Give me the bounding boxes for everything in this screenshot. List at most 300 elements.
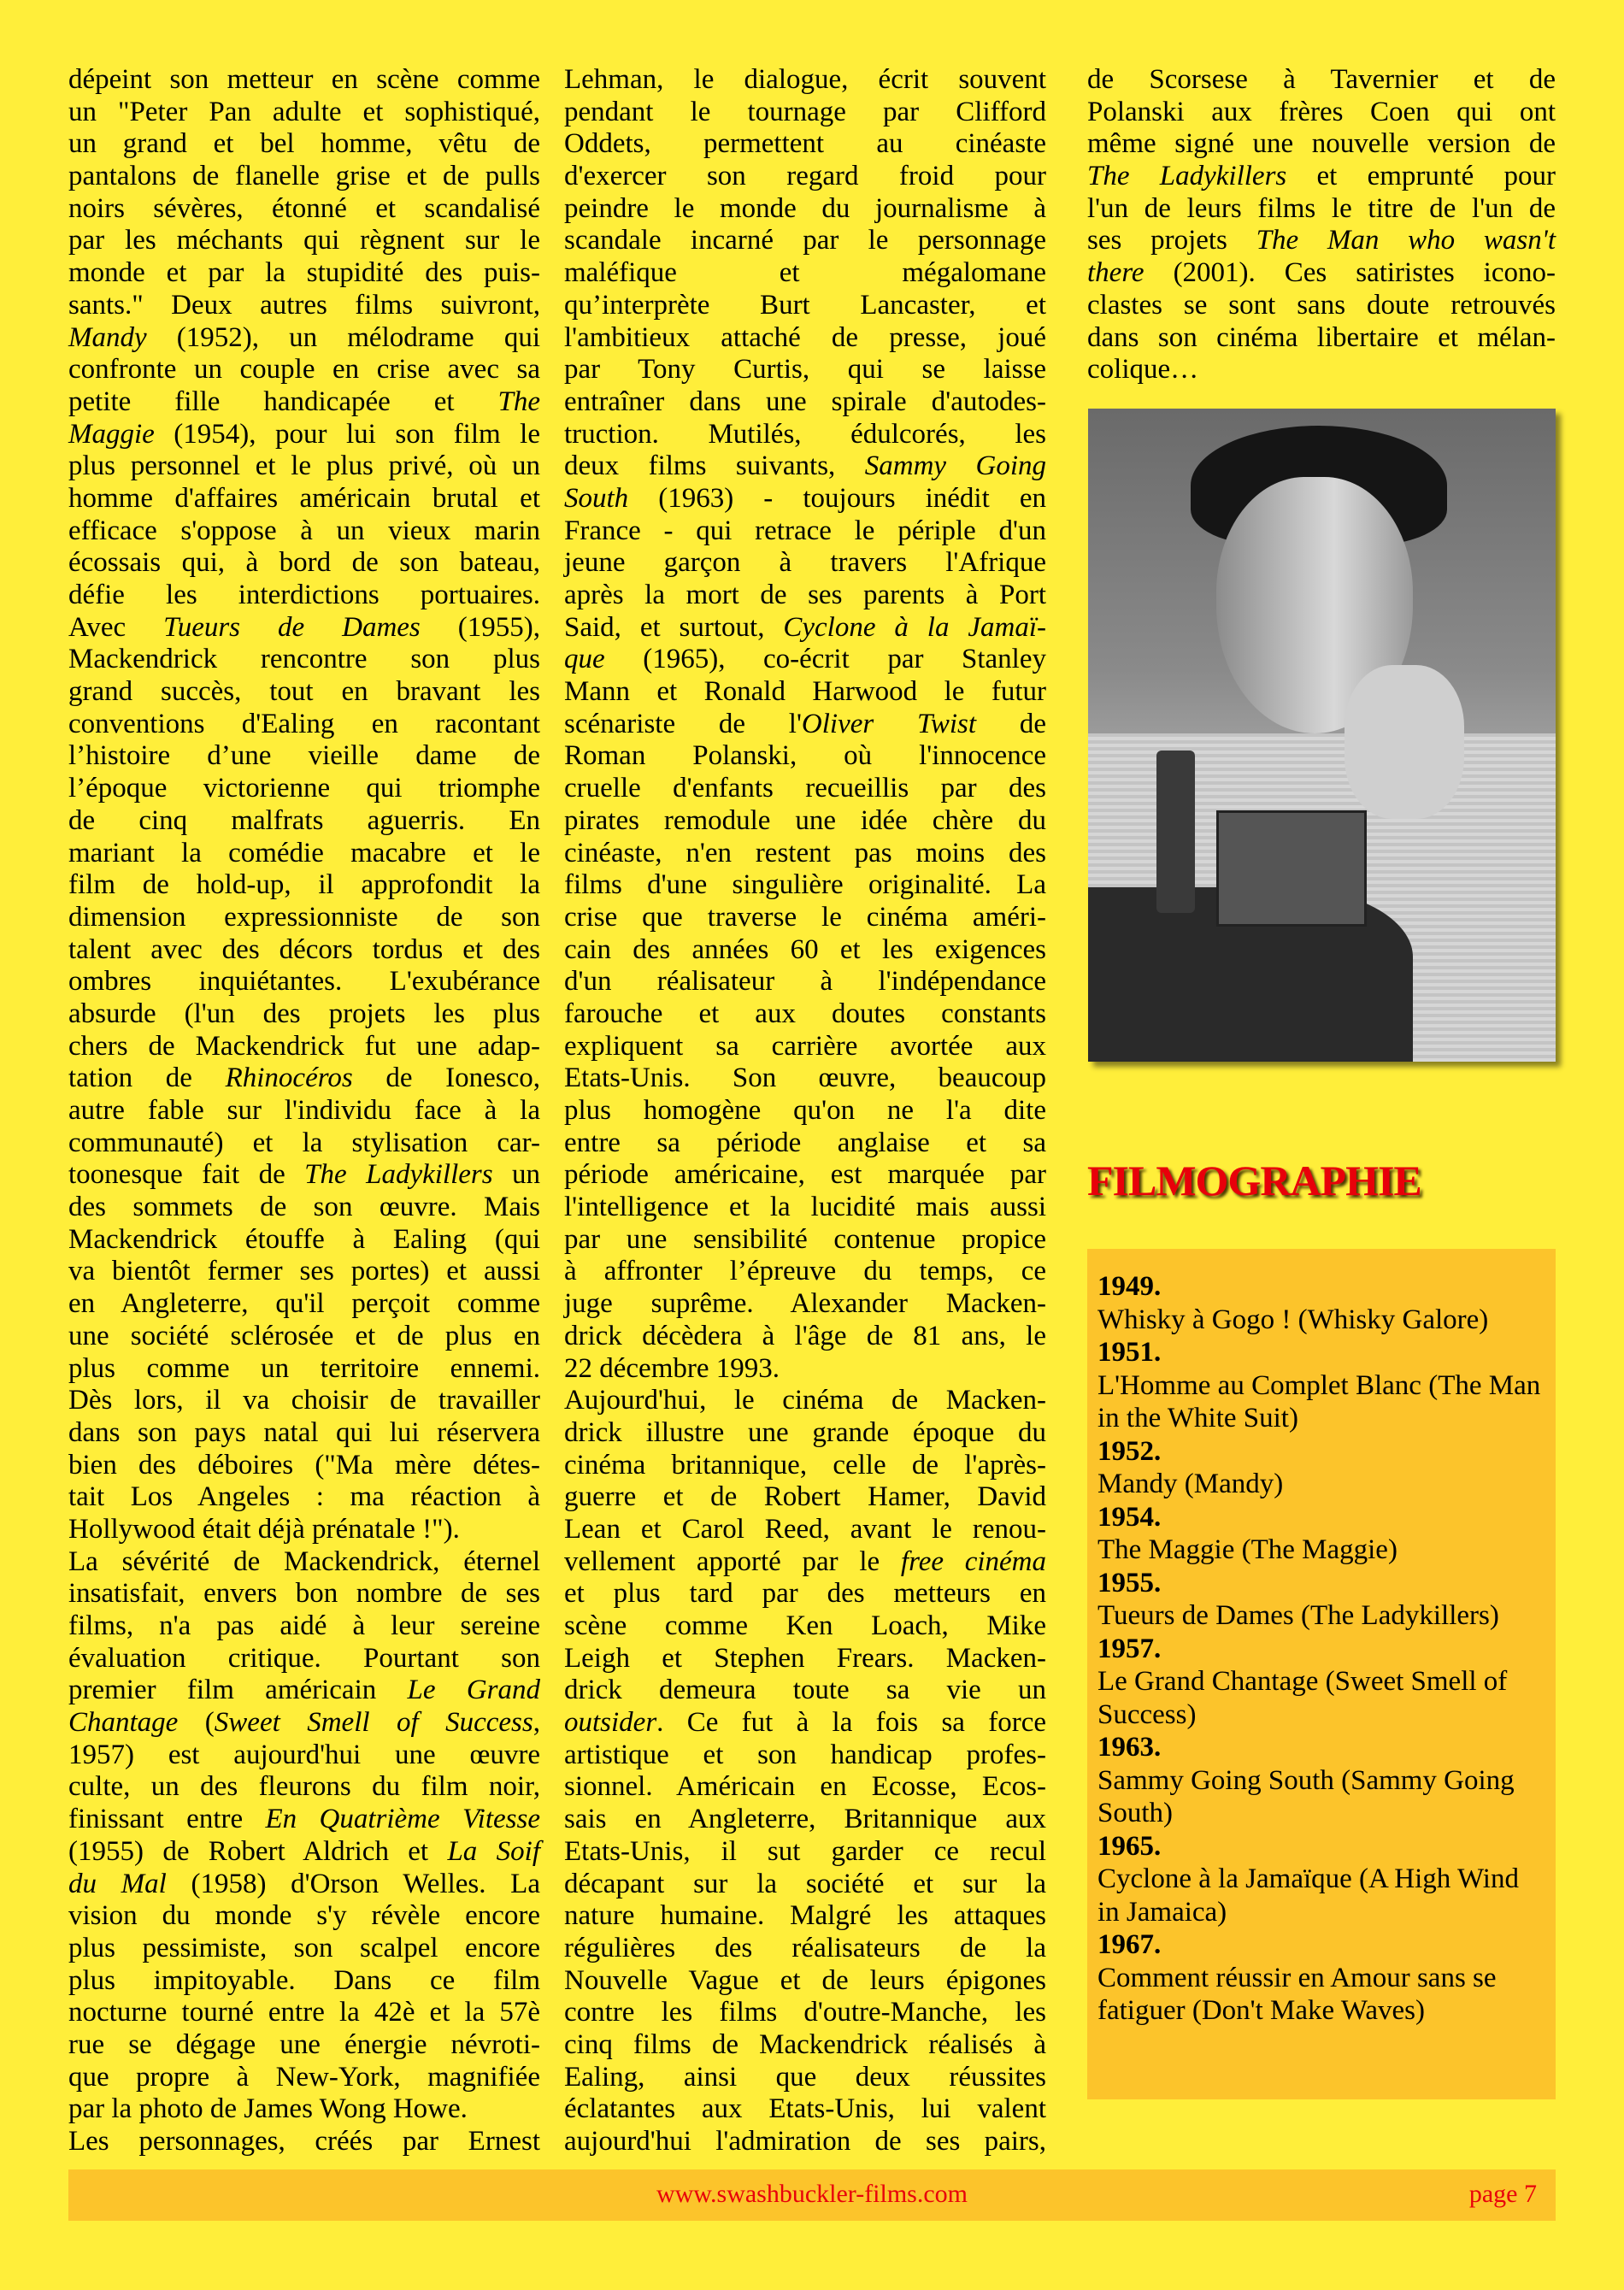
text-line bbox=[564, 1288, 1046, 1321]
text-line bbox=[564, 1321, 1046, 1353]
text-line bbox=[564, 1578, 1046, 1610]
text-line bbox=[68, 869, 540, 902]
text-run: aujourd'hui l'admiration de ses pairs, bbox=[564, 2126, 1046, 2157]
text-line bbox=[564, 1063, 1046, 1095]
filmography-year: 1965. bbox=[1097, 1830, 1162, 1862]
text-line bbox=[564, 386, 1046, 419]
text-line bbox=[68, 1450, 540, 1482]
text-line bbox=[564, 1643, 1046, 1675]
text-run: de bbox=[976, 708, 1046, 739]
filmography-year: 1954. bbox=[1097, 1501, 1162, 1533]
text-line bbox=[564, 1031, 1046, 1063]
text-run: Roman Polanski, où l'innocence bbox=[564, 740, 1046, 772]
text-line bbox=[68, 1836, 540, 1869]
paragraph bbox=[564, 64, 1046, 1385]
text-line bbox=[68, 1256, 540, 1288]
text-run: après la mort de ses parents à Port bbox=[564, 580, 1046, 610]
filmography-title: Cyclone à la Jamaïque (A High Wind in Jamaica) bbox=[1097, 1863, 1519, 1928]
text-run: (1963) - toujours inédit en bbox=[628, 482, 1046, 514]
text-line bbox=[564, 902, 1046, 934]
italic-title: La Soif bbox=[447, 1835, 540, 1867]
text-line bbox=[564, 1127, 1046, 1160]
text-line bbox=[564, 612, 1046, 645]
text-run: l'intelligence et la lucidité mais aussi bbox=[564, 1192, 1046, 1223]
text-line bbox=[564, 1450, 1046, 1482]
text-line bbox=[564, 1514, 1046, 1546]
text-line bbox=[68, 1707, 540, 1740]
text-run: bien des déboires ("Ma mère détes- bbox=[68, 1449, 540, 1481]
text-run: culte, un des fleurons du film noir, bbox=[68, 1771, 540, 1803]
italic-title: En Quatrième Vitesse bbox=[265, 1804, 540, 1835]
text-run: Mann et Ronald Harwood le futur bbox=[564, 676, 1046, 708]
text-run: ( bbox=[178, 1707, 215, 1739]
text-run: jeune garçon à travers l'Afrique bbox=[564, 547, 1046, 579]
paragraph bbox=[68, 2126, 540, 2158]
filmography-entry bbox=[1097, 1501, 1547, 1567]
text-run: contre les films d'outre-Manche, les bbox=[564, 1997, 1046, 2028]
text-run: décapant sur la société et sur la bbox=[564, 1868, 1046, 1899]
italic-title: The bbox=[497, 386, 540, 417]
text-run: grand succès, tout en bravant les bbox=[68, 676, 540, 708]
text-line bbox=[68, 2126, 540, 2158]
text-line bbox=[68, 1192, 540, 1224]
text-run: drick illustre une grande époque du bbox=[564, 1416, 1046, 1448]
text-line bbox=[564, 225, 1046, 257]
filmography-entry bbox=[1097, 1830, 1547, 1929]
italic-title: du Mal bbox=[68, 1868, 167, 1899]
text-run: Ealing, ainsi que deux réussites bbox=[564, 2061, 1046, 2093]
text-run: va bientôt fermer ses portes) et aussi bbox=[68, 1256, 540, 1287]
text-line bbox=[68, 97, 540, 129]
text-run: qu’interprète Burt Lancaster, et bbox=[564, 289, 1046, 321]
text-line bbox=[564, 1385, 1046, 1417]
text-line bbox=[68, 225, 540, 257]
text-line bbox=[564, 740, 1046, 773]
text-line bbox=[68, 934, 540, 967]
text-line bbox=[1087, 322, 1556, 355]
text-run: cinéma britannique, celle de l'après- bbox=[564, 1449, 1046, 1481]
article-column-1 bbox=[68, 64, 540, 2158]
paragraph bbox=[1087, 64, 1556, 386]
text-run: Hollywood était déjà prénatale !"). bbox=[68, 1513, 460, 1545]
italic-title: The Ladykillers bbox=[1087, 161, 1287, 192]
text-run: d'exercer son regard froid pour bbox=[564, 161, 1046, 192]
text-line bbox=[68, 1997, 540, 2029]
text-line bbox=[564, 998, 1046, 1031]
filmography-entry bbox=[1097, 1270, 1547, 1336]
filmography-year: 1955. bbox=[1097, 1567, 1162, 1598]
paragraph bbox=[68, 64, 540, 1546]
text-run: cinéaste, n'en restent pas moins des bbox=[564, 837, 1046, 868]
text-line bbox=[564, 1417, 1046, 1450]
text-run: plus comme un territoire ennemi. bbox=[68, 1352, 540, 1384]
text-run: chers de Mackendrick fut une adap- bbox=[68, 1030, 540, 1062]
text-run: drick demeura toute sa vie un bbox=[564, 1675, 1046, 1706]
text-line bbox=[68, 64, 540, 97]
text-line bbox=[564, 869, 1046, 902]
text-run: films d'une singulière originalité. La bbox=[564, 869, 1046, 901]
text-line bbox=[564, 1804, 1046, 1836]
text-line bbox=[68, 1771, 540, 1804]
text-line bbox=[68, 966, 540, 998]
text-run: nocturne tourné entre la 42è et la 57è bbox=[68, 1997, 540, 2028]
text-line bbox=[564, 1546, 1046, 1579]
text-line bbox=[1087, 257, 1556, 290]
text-run: scénariste de l' bbox=[564, 708, 802, 739]
text-line bbox=[564, 773, 1046, 805]
text-line bbox=[564, 450, 1046, 483]
text-run: de cinq malfrats aguerris. En bbox=[68, 804, 540, 836]
text-run: dimension expressionniste de son bbox=[68, 901, 540, 933]
text-run: noirs sévères, étonné et scandalisé bbox=[68, 192, 540, 224]
text-line bbox=[68, 740, 540, 773]
text-line bbox=[68, 1869, 540, 1901]
text-run: petite fille handicapée et bbox=[68, 386, 498, 417]
text-run: régulières des réalisateurs de la bbox=[564, 1932, 1046, 1963]
text-run: La sévérité de Mackendrick, éternel bbox=[68, 1545, 540, 1577]
text-run: 1957) est aujourd'hui une œuvre bbox=[68, 1739, 540, 1770]
text-run: mariant la comédie macabre et le bbox=[68, 837, 540, 868]
text-line bbox=[564, 515, 1046, 548]
text-run: l’histoire d’une vieille dame de bbox=[68, 740, 540, 772]
text-run: dépeint son metteur en scène comme bbox=[68, 64, 540, 95]
text-line bbox=[564, 1900, 1046, 1933]
text-run: monde et par la stupidité des puis- bbox=[68, 257, 540, 289]
text-line bbox=[1087, 193, 1556, 226]
text-run: Leigh et Stephen Frears. Macken- bbox=[564, 1642, 1046, 1674]
text-run: . Ce fut à la fois sa force bbox=[656, 1707, 1046, 1739]
text-line bbox=[68, 2093, 540, 2126]
text-line bbox=[1087, 97, 1556, 129]
text-line bbox=[68, 257, 540, 290]
text-run: sais en Angleterre, Britannique aux bbox=[564, 1804, 1046, 1835]
text-line bbox=[68, 1740, 540, 1772]
text-run: maléfique et mégalomane bbox=[564, 257, 1046, 289]
text-run: Dès lors, il va choisir de travailler bbox=[68, 1385, 540, 1416]
text-line bbox=[68, 450, 540, 483]
text-run: à affronter l’épreuve du temps, ce bbox=[564, 1256, 1046, 1287]
text-run: , bbox=[533, 1707, 540, 1739]
filmography-entry bbox=[1097, 1633, 1547, 1732]
text-run: période américaine, est marquée par bbox=[564, 1159, 1046, 1191]
filmography-entry bbox=[1097, 1336, 1547, 1435]
text-run: Oddets, permettent au cinéaste bbox=[564, 128, 1046, 160]
text-run: pantalons de flanelle grise et de pulls bbox=[68, 161, 540, 192]
text-line bbox=[564, 1740, 1046, 1772]
text-run: crise que traverse le cinéma améri- bbox=[564, 901, 1046, 933]
filmography-title: Sammy Going South (Sammy Going South) bbox=[1097, 1764, 1515, 1828]
text-line bbox=[564, 2029, 1046, 2062]
text-run: entre sa période anglaise et sa bbox=[564, 1127, 1046, 1158]
italic-title: The Ladykillers bbox=[304, 1159, 493, 1191]
text-run: pendant le tournage par Clifford bbox=[564, 96, 1046, 127]
filmography-year: 1949. bbox=[1097, 1271, 1162, 1302]
text-run: Said, et surtout, bbox=[564, 611, 784, 643]
text-run: pirates remodule une idée chère du bbox=[564, 804, 1046, 836]
text-run: 22 décembre 1993. bbox=[564, 1352, 780, 1384]
text-run: efficace s'oppose à un vieux marin bbox=[68, 515, 540, 546]
text-run: d'un réalisateur à l'indépendance bbox=[564, 966, 1046, 998]
text-run: confronte un couple en crise avec sa bbox=[68, 354, 540, 386]
italic-title: The Man who wasn't bbox=[1256, 225, 1556, 256]
text-run: un "Peter Pan adulte et sophistiqué, bbox=[68, 96, 540, 127]
text-run: l'ambitieux attaché de presse, joué bbox=[564, 321, 1046, 353]
text-line bbox=[564, 257, 1046, 290]
text-run: Nouvelle Vague et de leurs épigones bbox=[564, 1964, 1046, 1996]
italic-title: there bbox=[1087, 257, 1144, 289]
text-line bbox=[68, 2062, 540, 2094]
portrait-photo bbox=[1088, 409, 1556, 1062]
text-line bbox=[68, 1514, 540, 1546]
text-run: (1955), bbox=[420, 611, 540, 643]
italic-title: Sweet Smell of Success bbox=[214, 1707, 533, 1739]
text-run: sionnel. Américain en Ecosse, Ecos- bbox=[564, 1771, 1046, 1803]
photo-boat-funnel bbox=[1156, 751, 1195, 913]
text-line bbox=[564, 193, 1046, 226]
text-line bbox=[564, 709, 1046, 741]
italic-title: Rhinocéros bbox=[225, 1063, 353, 1094]
text-run: tait Los Angeles : ma réaction à bbox=[68, 1481, 540, 1513]
text-run: sants." Deux autres films suivront, bbox=[68, 289, 540, 321]
text-line bbox=[68, 1675, 540, 1707]
text-line bbox=[564, 805, 1046, 838]
text-run: tation de bbox=[68, 1063, 226, 1094]
text-run: conventions d'Ealing en racontant bbox=[68, 708, 540, 739]
text-line bbox=[68, 547, 540, 580]
text-line bbox=[68, 515, 540, 548]
filmography-title: Tueurs de Dames (The Ladykillers) bbox=[1097, 1600, 1499, 1631]
text-run: vision du monde s'y révèle encore bbox=[68, 1900, 540, 1932]
text-line bbox=[564, 676, 1046, 709]
filmography-entry bbox=[1097, 1731, 1547, 1830]
text-line bbox=[564, 128, 1046, 161]
text-line bbox=[68, 838, 540, 870]
filmography-heading: FILMOGRAPHIE bbox=[1087, 1157, 1421, 1204]
text-run: guerre et de Robert Hamer, David bbox=[564, 1481, 1046, 1513]
filmography-entry bbox=[1097, 1567, 1547, 1633]
italic-title: South bbox=[564, 482, 629, 514]
text-run: plus pessimiste, son scalpel encore bbox=[68, 1932, 540, 1963]
text-line bbox=[68, 1063, 540, 1095]
text-line bbox=[564, 547, 1046, 580]
text-run: toonesque fait de bbox=[68, 1159, 305, 1191]
text-run: Aujourd'hui, le cinéma de Macken- bbox=[564, 1385, 1046, 1416]
text-run: Etats-Unis, il sut garder ce recul bbox=[564, 1835, 1046, 1867]
text-run: truction. Mutilés, édulcorés, les bbox=[564, 418, 1046, 450]
italic-title: Chantage bbox=[68, 1707, 179, 1739]
photo-hand bbox=[1345, 665, 1464, 819]
filmography-title: The Maggie (The Maggie) bbox=[1097, 1534, 1397, 1565]
text-line bbox=[68, 1643, 540, 1675]
italic-title: Tueurs de Dames bbox=[163, 611, 421, 643]
text-line bbox=[68, 902, 540, 934]
text-line bbox=[1087, 354, 1556, 386]
text-line bbox=[68, 1481, 540, 1514]
text-run: Lean et Carol Reed, avant le renou- bbox=[564, 1513, 1046, 1545]
text-line bbox=[68, 128, 540, 161]
italic-title: que bbox=[564, 644, 605, 675]
text-line bbox=[564, 97, 1046, 129]
text-line bbox=[564, 1610, 1046, 1643]
text-line bbox=[68, 1353, 540, 1386]
text-line bbox=[564, 1997, 1046, 2029]
text-line bbox=[68, 386, 540, 419]
text-run: (1952), un mélodrame qui bbox=[146, 321, 540, 353]
italic-title: Le Grand bbox=[407, 1675, 540, 1706]
text-line bbox=[68, 676, 540, 709]
text-line bbox=[68, 1385, 540, 1417]
text-run: cinq films de Mackendrick réalisés à bbox=[564, 2028, 1046, 2060]
text-line bbox=[68, 1224, 540, 1257]
text-run: insatisfait, envers bon nombre de ses bbox=[68, 1578, 540, 1610]
paragraph bbox=[68, 1546, 540, 2126]
text-run: farouche et aux doutes constants bbox=[564, 998, 1046, 1029]
text-run: et emprunté pour bbox=[1286, 161, 1556, 192]
page-number: page 7 bbox=[1468, 2180, 1537, 2208]
text-line bbox=[564, 580, 1046, 612]
text-run: dans son cinéma libertaire et mélan- bbox=[1087, 321, 1556, 353]
footer-website-link[interactable]: www.swashbuckler-films.com bbox=[656, 2180, 968, 2208]
article-column-2 bbox=[564, 64, 1046, 2158]
italic-title: Mandy bbox=[68, 321, 147, 353]
text-line bbox=[564, 1095, 1046, 1127]
text-run: par la photo de James Wong Howe. bbox=[68, 2093, 468, 2125]
filmography-title: L'Homme au Complet Blanc (The Man in the White Suit) bbox=[1097, 1369, 1541, 1433]
text-run: drick décèdera à l'âge de 81 ans, le bbox=[564, 1320, 1046, 1351]
italic-title: Sammy Going bbox=[864, 450, 1047, 482]
text-run: absurde (l'un des projets les plus bbox=[68, 998, 540, 1029]
text-run: homme d'affaires américain brutal et bbox=[68, 482, 540, 514]
text-line bbox=[564, 1707, 1046, 1740]
text-line bbox=[564, 966, 1046, 998]
filmography-title: Comment réussir en Amour sans se fatiguer (Don't Make Waves) bbox=[1097, 1962, 1497, 2026]
text-run: un grand et bel homme, vêtu de bbox=[68, 128, 540, 160]
text-run: (2001). Ces satiristes icono- bbox=[1144, 257, 1556, 289]
filmography-year: 1967. bbox=[1097, 1929, 1162, 1960]
text-run: entraîner dans une spirale d'autodes- bbox=[564, 386, 1046, 417]
italic-title: outsider bbox=[564, 1707, 657, 1739]
text-line bbox=[564, 1675, 1046, 1707]
text-line bbox=[1087, 64, 1556, 97]
text-line bbox=[68, 1159, 540, 1192]
filmography-year: 1951. bbox=[1097, 1337, 1162, 1368]
italic-title: Maggie bbox=[68, 418, 155, 450]
text-line bbox=[68, 322, 540, 355]
text-run: ses projets bbox=[1087, 225, 1256, 256]
text-run: expliquent sa carrière avortée aux bbox=[564, 1030, 1046, 1062]
text-run: par une sensibilité contenue propice bbox=[564, 1223, 1046, 1255]
text-line bbox=[564, 419, 1046, 451]
text-line bbox=[564, 1933, 1046, 1965]
text-run: par les méchants qui règnent sur le bbox=[68, 225, 540, 256]
text-line bbox=[68, 193, 540, 226]
paragraph bbox=[564, 1385, 1046, 2158]
text-line bbox=[68, 612, 540, 645]
text-run: communauté) et la stylisation car- bbox=[68, 1127, 540, 1158]
text-line bbox=[564, 2126, 1046, 2158]
text-line bbox=[68, 354, 540, 386]
text-run: cain des années 60 et les exigences bbox=[564, 933, 1046, 965]
text-run: de Ionesco, bbox=[352, 1063, 540, 1094]
text-line bbox=[564, 161, 1046, 193]
footer-bar bbox=[68, 2169, 1556, 2221]
text-line bbox=[68, 1610, 540, 1643]
text-run: Les personnages, créés par Ernest bbox=[68, 2126, 540, 2157]
text-line bbox=[68, 483, 540, 515]
text-run: un bbox=[492, 1159, 540, 1191]
text-run: Avec bbox=[68, 611, 164, 643]
text-run: colique… bbox=[1087, 354, 1199, 386]
filmography-title: Le Grand Chantage (Sweet Smell of Success) bbox=[1097, 1666, 1508, 1730]
text-line bbox=[68, 1900, 540, 1933]
text-run: des sommets de son œuvre. Mais bbox=[68, 1192, 540, 1223]
text-run: France - qui retrace le périple d'un bbox=[564, 515, 1046, 546]
filmography-box bbox=[1087, 1249, 1556, 2099]
text-run: écossais qui, à bord de son bateau, bbox=[68, 547, 540, 579]
text-line bbox=[1087, 128, 1556, 161]
text-line bbox=[68, 1965, 540, 1998]
text-line bbox=[564, 1159, 1046, 1192]
text-line bbox=[68, 290, 540, 322]
text-run: évaluation critique. Pourtant son bbox=[68, 1642, 540, 1674]
text-run: que propre à New-York, magnifiée bbox=[68, 2061, 540, 2093]
text-run: en Angleterre, qu'il perçoit comme bbox=[68, 1288, 540, 1320]
text-line bbox=[68, 644, 540, 676]
text-run: l'un de leurs films le titre de l'un de bbox=[1087, 192, 1556, 224]
text-run: l’époque victorienne qui triomphe bbox=[68, 773, 540, 804]
text-run: ombres inquiétantes. L'exubérance bbox=[68, 966, 540, 998]
filmography-title: Mandy (Mandy) bbox=[1097, 1469, 1284, 1499]
text-line bbox=[564, 644, 1046, 676]
text-line bbox=[564, 2062, 1046, 2094]
text-run: par Tony Curtis, qui se laisse bbox=[564, 354, 1046, 386]
text-run: de Scorsese à Tavernier et de bbox=[1087, 64, 1556, 95]
text-line bbox=[564, 1869, 1046, 1901]
text-line bbox=[564, 1481, 1046, 1514]
text-line bbox=[564, 1192, 1046, 1224]
text-run: films, n'a pas aidé à leur sereine bbox=[68, 1610, 540, 1641]
text-line bbox=[1087, 225, 1556, 257]
text-run: nature humaine. Malgré les attaques bbox=[564, 1900, 1046, 1932]
text-line bbox=[564, 290, 1046, 322]
text-run: Lehman, le dialogue, écrit souvent bbox=[564, 64, 1046, 95]
text-line bbox=[68, 580, 540, 612]
photo-boat-cabin bbox=[1216, 810, 1367, 927]
text-run: clastes se sont sans doute retrouvés bbox=[1087, 289, 1556, 321]
text-run: une société sclérosée et de plus en bbox=[68, 1320, 540, 1351]
text-run: juge suprême. Alexander Macken- bbox=[564, 1288, 1046, 1320]
text-line bbox=[68, 2029, 540, 2062]
text-line bbox=[68, 1288, 540, 1321]
text-line bbox=[564, 483, 1046, 515]
text-run: Mackendrick rencontre son plus bbox=[68, 644, 540, 675]
text-line bbox=[68, 1933, 540, 1965]
text-line bbox=[68, 773, 540, 805]
text-run: talent avec des décors tordus et des bbox=[68, 933, 540, 965]
text-run: et plus tard par des metteurs en bbox=[564, 1578, 1046, 1610]
italic-title: Cyclone à la Jamaï- bbox=[783, 611, 1046, 643]
text-run: plus impitoyable. Dans ce film bbox=[68, 1964, 540, 1996]
text-run: même signé une nouvelle version de bbox=[1087, 128, 1556, 160]
text-line bbox=[68, 1578, 540, 1610]
text-run: vellement apporté par le bbox=[564, 1545, 901, 1577]
text-line bbox=[1087, 290, 1556, 322]
text-run: peindre le monde du journalisme à bbox=[564, 192, 1046, 224]
text-run: artistique et son handicap profes- bbox=[564, 1739, 1046, 1770]
text-line bbox=[564, 1224, 1046, 1257]
text-run: finissant entre bbox=[68, 1804, 266, 1835]
text-run: (1955) de Robert Aldrich et bbox=[68, 1835, 448, 1867]
